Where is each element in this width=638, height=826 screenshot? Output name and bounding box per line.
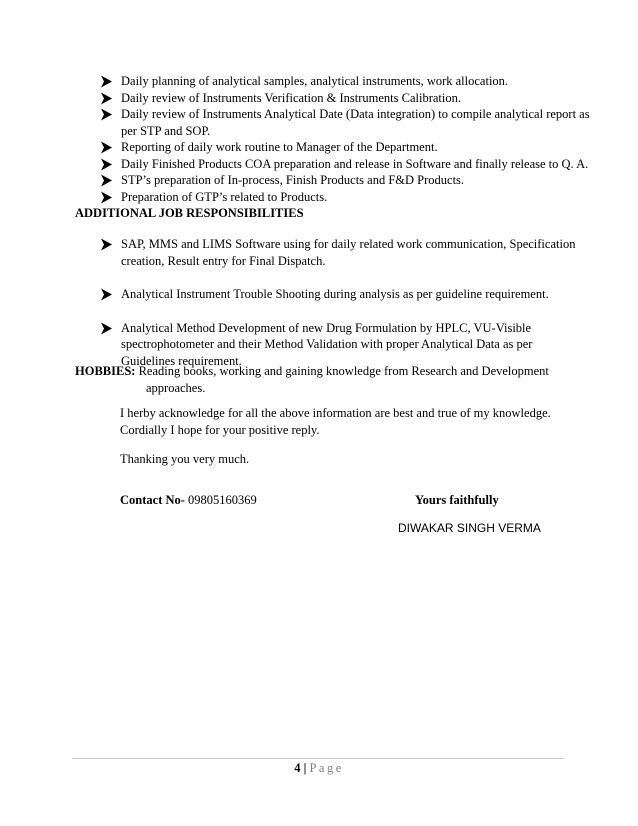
contact-label: Contact No- xyxy=(120,493,185,507)
arrowhead-bullet-icon xyxy=(99,236,115,252)
hobbies-text: Reading books, working and gaining knowledge from Research and Development xyxy=(135,364,549,378)
duty-item xyxy=(99,106,599,139)
hobbies-text-continued: approaches. xyxy=(146,380,206,395)
page-footer xyxy=(0,760,638,777)
duty-text: Preparation of GTP’s related to Products. xyxy=(121,189,328,204)
contact-line xyxy=(120,492,257,509)
duty-text: Daily Finished Products COA preparation and release in Software and finally release to Q. A. xyxy=(121,156,589,171)
arrowhead-bullet-icon xyxy=(99,156,115,172)
arrowhead-bullet-icon xyxy=(99,172,115,188)
acknowledgement-paragraph xyxy=(120,405,590,438)
thanks-line: Thanking you very much. xyxy=(120,452,250,466)
hobbies-section xyxy=(75,363,575,396)
duties-list xyxy=(99,73,599,205)
duty-text: STP’s preparation of In-process, Finish Products and F&D Products. xyxy=(121,173,465,187)
arrowhead-bullet-icon xyxy=(99,139,115,155)
duty-item xyxy=(99,139,599,156)
signature-name: DIWAKAR SINGH VERMA xyxy=(398,521,541,535)
responsibility-text: Analytical Method Development of new Drug Formulation by HPLC, VU-Visible spectrophotometer and their Method Validation with proper Analytical Data as per Guidelines requirement. xyxy=(121,320,533,368)
responsibility-text: SAP, MMS and LIMS Software using for daily related work communication, Specification creation, Result entry for Final Dispatch. xyxy=(121,237,576,268)
responsibility-text: Analytical Instrument Trouble Shooting during analysis as per guideline requirement. xyxy=(121,287,549,301)
responsibility-item xyxy=(99,320,579,370)
duty-item xyxy=(99,90,599,107)
duty-text: Daily review of Instruments Analytical Date (Data integration) to compile analytical report as per STP and SOP. xyxy=(121,107,590,138)
duty-text: Reporting of daily work routine to Manager of the Department. xyxy=(121,140,438,154)
additional-responsibilities-heading: ADDITIONAL JOB RESPONSIBILITIES xyxy=(75,206,304,220)
yours-faithfully: Yours faithfully xyxy=(415,493,499,507)
duty-item xyxy=(99,189,599,206)
duty-item xyxy=(99,156,599,173)
contact-number: 09805160369 xyxy=(184,493,257,507)
duty-text: Daily planning of analytical samples, analytical instruments, work allocation. xyxy=(121,74,509,88)
hobbies-label: HOBBIES: xyxy=(75,364,136,378)
cordial-line: Cordially I hope for your positive reply. xyxy=(120,422,320,437)
page-number: 4 xyxy=(294,761,301,775)
arrowhead-bullet-icon xyxy=(99,106,115,122)
responsibility-item xyxy=(99,286,579,303)
arrowhead-bullet-icon xyxy=(99,320,115,336)
duty-item xyxy=(99,172,599,189)
arrowhead-bullet-icon xyxy=(99,73,115,89)
page-word: Page xyxy=(309,761,344,775)
arrowhead-bullet-icon xyxy=(99,90,115,106)
duty-item xyxy=(99,73,599,90)
arrowhead-bullet-icon xyxy=(99,189,115,205)
acknowledgement-line: I herby acknowledge for all the above information are best and true of my knowledge. xyxy=(120,406,551,420)
arrowhead-bullet-icon xyxy=(99,286,115,302)
page-separator: | xyxy=(300,761,310,775)
duty-text: Daily review of Instruments Verification & Instruments Calibration. xyxy=(121,90,461,105)
footer-divider xyxy=(72,758,564,759)
responsibility-item xyxy=(99,236,579,269)
